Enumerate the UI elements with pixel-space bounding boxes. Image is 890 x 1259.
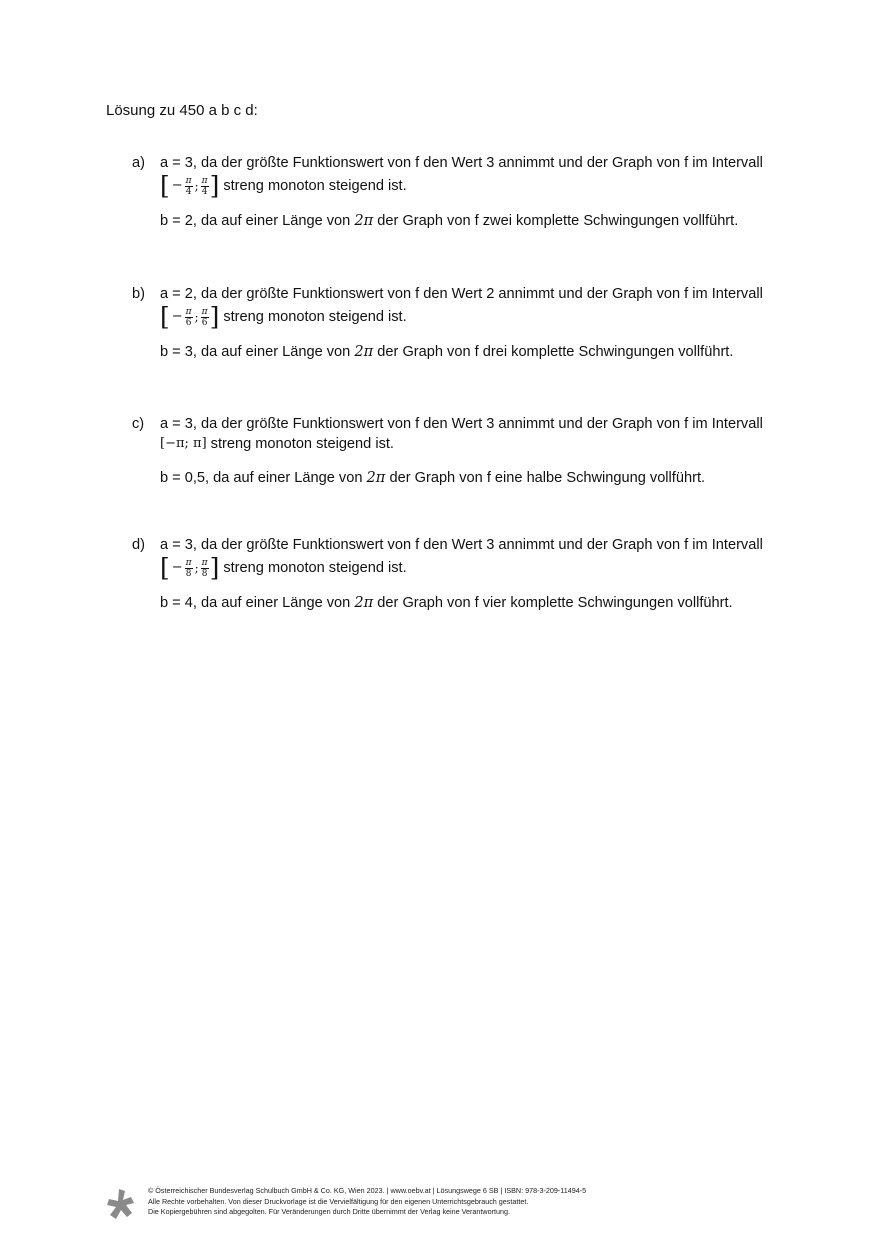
page-heading: Lösung zu 450 a b c d: — [106, 102, 258, 119]
footer-line-1: © Österreichischer Bundesverlag Schulbuch GmbH & Co. KG, Wien 2023. | www.oebv.at | Lösungswege 6 SB | ISBN: 978-3-209-11494-5 — [148, 1186, 587, 1195]
fraction-lower: $\frac{\pi}{6}$ — [185, 306, 192, 328]
separator: ; — [194, 179, 199, 193]
interval-tail: streng monoton steigend ist. — [223, 560, 407, 576]
fraction-upper: $\frac{\pi}{4}$ — [201, 175, 208, 197]
left-bracket: [ — [160, 553, 170, 582]
b-explanation: b = 2, da auf einer Länge von 2π der Graph von f zwei komplette Schwingungen vollführt. — [160, 212, 739, 229]
right-bracket: ] — [209, 553, 220, 582]
item-letter: a) — [132, 155, 145, 171]
item-letter: d) — [132, 537, 145, 553]
left-bracket: [ — [160, 171, 170, 200]
b-explanation: b = 4, da auf einer Länge von 2π der Graph von f vier komplette Schwingungen vollführt. — [160, 594, 733, 611]
separator: ; — [194, 561, 199, 575]
right-bracket: ] — [209, 171, 220, 200]
minus-sign: − — [171, 178, 183, 193]
fraction-lower: $\frac{\pi}{8}$ — [185, 557, 192, 579]
fraction-upper: $\frac{\pi}{8}$ — [201, 557, 208, 579]
fraction-upper: $\frac{\pi}{6}$ — [201, 306, 208, 328]
minus-sign: − — [171, 309, 183, 324]
page-footer — [106, 1186, 586, 1222]
footer-line-2: Alle Rechte vorbehalten. Von dieser Druckvorlage ist die Vervielfältigung für den eigenen Unterrichtsgebrauch gestattet. — [148, 1196, 529, 1206]
b-explanation: b = 0,5, da auf einer Länge von 2π der Graph von f eine halbe Schwingung vollführt. — [160, 469, 706, 486]
interval-formula: [−π; π] — [160, 436, 207, 451]
fraction-lower: $\frac{\pi}{4}$ — [185, 175, 192, 197]
minus-sign: − — [171, 560, 183, 575]
interval-formula — [160, 302, 220, 331]
right-bracket: ] — [209, 302, 220, 331]
footer-line-3: Die Kopiergebühren sind abgegolten. Für Veränderungen durch Dritte übernimmt der Verlag keine Verantwortung. — [148, 1207, 510, 1216]
interval-formula — [160, 171, 220, 200]
left-bracket: [ — [160, 302, 170, 331]
item-letter: b) — [132, 286, 145, 302]
a-explanation: a = 3, da der größte Funktionswert von f den Wert 3 annimmt und der Graph von f im Intervall — [160, 537, 763, 553]
b-explanation: b = 3, da auf einer Länge von 2π der Graph von f drei komplette Schwingungen vollführt. — [160, 343, 734, 360]
interval-formula — [160, 553, 220, 582]
interval-tail: streng monoton steigend ist. — [210, 436, 394, 452]
a-explanation: a = 2, da der größte Funktionswert von f den Wert 2 annimmt und der Graph von f im Intervall — [160, 286, 763, 302]
copyright-text — [148, 1186, 586, 1218]
publisher-logo-icon — [106, 1188, 136, 1222]
item-letter: c) — [132, 416, 145, 432]
interval-tail: streng monoton steigend ist. — [223, 178, 407, 194]
interval-tail: streng monoton steigend ist. — [223, 309, 407, 325]
a-explanation: a = 3, da der größte Funktionswert von f den Wert 3 annimmt und der Graph von f im Intervall — [160, 416, 763, 432]
a-explanation: a = 3, da der größte Funktionswert von f den Wert 3 annimmt und der Graph von f im Intervall — [160, 155, 763, 171]
separator: ; — [194, 310, 199, 324]
